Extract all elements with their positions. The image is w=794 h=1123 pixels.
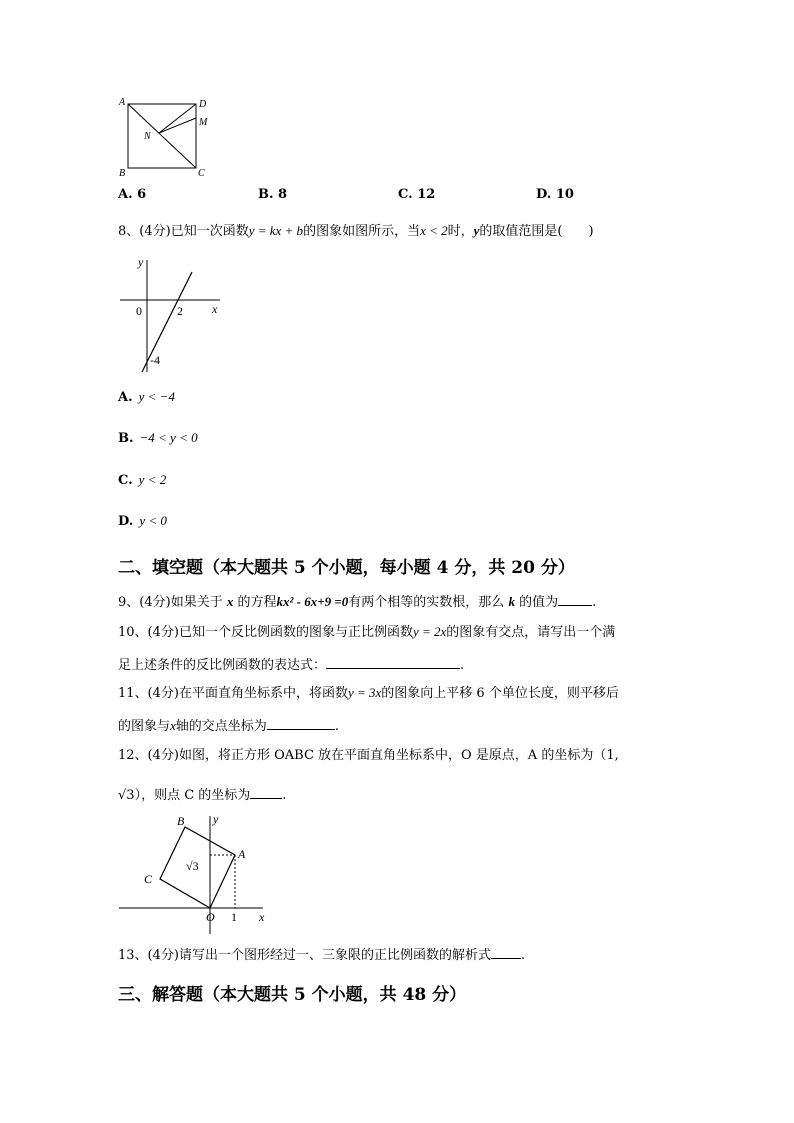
q9-answer-blank[interactable]	[558, 591, 592, 606]
q8-stem: 8、(4分)已知一次函数y = kx + b的图象如图所示，当x < 2时，y的取值范围是( )	[118, 223, 594, 239]
q8-option-c[interactable]: C. y < 2	[118, 472, 167, 488]
q12-answer-blank[interactable]	[250, 784, 282, 799]
q7-label-b: B	[119, 168, 126, 178]
q8-option-a[interactable]: A. y < −4	[118, 389, 175, 405]
q10-stem-line2: 足上述条件的反比例函数的表达式： .	[118, 654, 464, 676]
q8-axis-y-label: y	[138, 255, 144, 269]
q8-axis-x-label: x	[212, 302, 218, 316]
q11-answer-blank[interactable]	[267, 715, 335, 730]
q11-stem-line1: 11、(4分)在平面直角坐标系中，将函数y = 3x的图象向上平移 6 个单位长度，则平移后	[118, 685, 619, 701]
q12-axis-x-label: x	[259, 910, 265, 924]
q7-label-m: M	[199, 117, 208, 128]
q7-option-d[interactable]: D. 10	[536, 187, 574, 202]
q7-label-c: C	[198, 168, 205, 178]
q10-answer-blank[interactable]	[326, 654, 460, 669]
section-3-heading: 三、解答题（本大题共 5 个小题，共 48 分）	[118, 985, 467, 1005]
q12-label-o: O	[206, 910, 215, 924]
q13-answer-blank[interactable]	[491, 944, 521, 959]
q7-option-c[interactable]: C. 12	[398, 187, 436, 202]
q12-label-a: A	[238, 847, 246, 861]
q10-stem-line1: 10、(4分)已知一个反比例函数的图象与正比例函数y = 2x的图象有交点，请写出一个满	[118, 624, 616, 640]
q8-tick-2: 2	[177, 304, 183, 318]
section-2-heading: 二、填空题（本大题共 5 个小题，每小题 4 分，共 20 分）	[118, 558, 575, 578]
q7-figure	[116, 96, 216, 178]
q12-stem-line2: √3），则点 C 的坐标为 .	[118, 784, 286, 806]
q8-graph	[116, 250, 228, 376]
q8-tick-neg4: -4	[150, 353, 160, 367]
q12-figure	[116, 810, 276, 936]
q9-stem: 9、(4分)如果关于 x 的方程kx² - 6x+9 =0有两个相等的实数根，那么 k 的值为 .	[118, 591, 596, 613]
q12-label-sqrt3: √3	[186, 859, 199, 873]
q7-label-a: A	[119, 97, 126, 108]
q13-stem: 13、(4分)请写出一个图形经过一、三象限的正比例函数的解析式 .	[118, 944, 525, 966]
q12-tick-1: 1	[231, 910, 237, 924]
q12-axis-y-label: y	[213, 812, 219, 826]
q12-label-b: B	[177, 814, 185, 828]
q11-stem-line2: 的图象与x轴的交点坐标为 .	[118, 715, 339, 737]
q7-label-d: D	[199, 99, 207, 110]
q12-stem-line1: 12、(4分)如图，将正方形 OABC 放在平面直角坐标系中，O 是原点，A 的坐标为（1,	[118, 748, 619, 763]
q8-origin-label: 0	[136, 304, 142, 318]
q7-option-a[interactable]: A. 6	[118, 187, 147, 202]
q8-option-d[interactable]: D. y < 0	[118, 513, 167, 529]
q12-label-c: C	[144, 872, 153, 886]
q7-label-n: N	[144, 131, 151, 142]
q8-option-b[interactable]: B. −4 < y < 0	[118, 430, 198, 446]
q7-option-b[interactable]: B. 8	[258, 187, 288, 202]
